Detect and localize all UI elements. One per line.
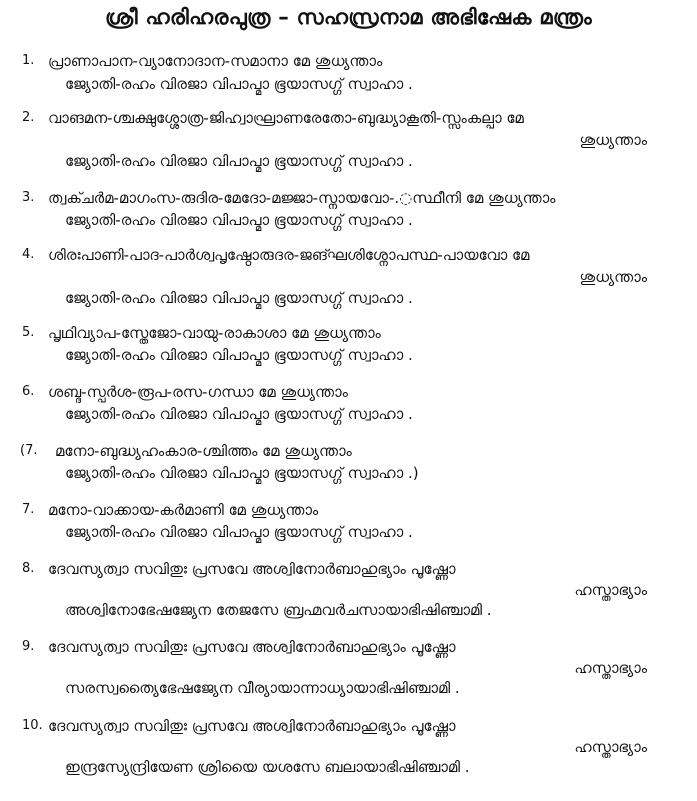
page-title: ശ്രീ ഹരിഹരപുത്ര – സഹസ്രനാമ അഭിഷേക മന്ത്രം xyxy=(104,5,592,29)
verse-number: 4. xyxy=(22,247,35,262)
verse-text: ദേവസ്യത്വാ സവിതുഃ പ്രസവേ അശ്വിനോർബാഹുഭ്യാം പൂഷ്ണോ xyxy=(48,638,456,656)
verse-refrain: ജ്യോതി-രഹം വിരജാ വിപാപ്മാ ഭൂയാസഗ്ഗ് സ്വാഹാ . xyxy=(65,405,413,423)
verse-number: 10. xyxy=(22,718,43,733)
verse-continuation: ഹസ്താഭ്യാം xyxy=(574,659,647,677)
verse-refrain: ജ്യോതി-രഹം വിരജാ വിപാപ്മാ ഭൂയാസഗ്ഗ് സ്വാഹാ . xyxy=(65,289,413,307)
verse-text: മനോ-ബുദ്ധ്യഹംകാര-ശ്ചിത്തം മേ ശുധ്യന്താം xyxy=(55,442,352,460)
verse-refrain: ഇന്ദ്രസ്യേന്ദ്രിയേണ ശ്രിയൈ യശസേ ബലായാഭിഷിഞ്ചാമി . xyxy=(65,758,470,776)
verse-number: 2. xyxy=(22,110,35,125)
verse-number: 9. xyxy=(22,639,35,654)
verse-number: 1. xyxy=(22,53,35,68)
verse-text: പ്രാണാപാന-വ്യാനോദാന-സമാനാ മേ ശുധ്യന്താം xyxy=(48,52,383,70)
verse-number: 8. xyxy=(22,561,35,576)
verse-text: ത്വക്ചർമ-മാഗംസ-രുദിര-മേദോ-മജ്ജാ-സ്നായവോ-.◌സ്ഥീനി മേ ശുധ്യന്താം xyxy=(48,189,556,207)
verse-refrain: ജ്യോതി-രഹം വിരജാ വിപാപ്മാ ഭൂയാസഗ്ഗ് സ്വാഹാ . xyxy=(65,523,413,541)
verse-refrain: അശ്വിനോഭേഷജ്യേന തേജസേ ബ്രഹ്മവർചസായാഭിഷിഞ്ചാമി . xyxy=(65,601,492,619)
verse-text: മനോ-വാക്കായ-കർമാണി മേ ശുധ്യന്താം xyxy=(48,501,319,519)
verse-refrain: ജ്യോതി-രഹം വിരജാ വിപാപ്മാ ഭൂയാസഗ്ഗ് സ്വാഹാ . xyxy=(65,75,413,93)
verse-text: വാങമന-ശ്ചക്ഷുശ്ശ്രോത്ര-ജിഹ്വാഘ്രാണരേതോ-ബുദ്ധ്യാകൂതി-സ്സംകല്പാ മേ xyxy=(48,109,524,127)
verse-number: 3. xyxy=(22,190,35,205)
verse-text: ദേവസ്യത്വാ സവിതുഃ പ്രസവേ അശ്വിനോർബാഹുഭ്യാം പൂഷ്ണോ xyxy=(48,717,456,735)
verse-refrain: സരസ്വത്യൈഭേഷജ്യേന വീര്യായാന്നാധ്യായാഭിഷിഞ്ചാമി . xyxy=(65,679,460,697)
verse-text: പൃഥിവ്യാപ-സ്തേജോ-വായു-രാകാശാ മേ ശുധ്യന്താം xyxy=(48,324,381,342)
verse-number: 7. xyxy=(22,502,35,517)
verse-number: (7. xyxy=(20,443,38,458)
verse-text: ദേവസ്യത്വാ സവിതുഃ പ്രസവേ അശ്വിനോർബാഹുഭ്യാം പൂഷ്ണോ xyxy=(48,560,456,578)
verse-text: ശബ്ദ-സ്പർശ-രൂപ-രസ-ഗന്ധാ മേ ശുധ്യന്താം xyxy=(48,383,348,401)
verse-number: 5. xyxy=(22,325,35,340)
verse-refrain: ജ്യോതി-രഹം വിരജാ വിപാപ്മാ ഭൂയാസഗ്ഗ് സ്വാഹാ . xyxy=(65,152,413,170)
verse-continuation: ഹസ്താഭ്യാം xyxy=(574,738,647,756)
verse-refrain: ജ്യോതി-രഹം വിരജാ വിപാപ്മാ ഭൂയാസഗ്ഗ് സ്വാഹാ . xyxy=(65,346,413,364)
verse-continuation: ശുധ്യന്താം xyxy=(579,131,647,149)
verse-text: ശിരഃപാണി-പാദ-പാർശ്വപൃഷ്ഠോരുദര-ജങ്ഘശിശ്നോപസ്ഥ-പായവോ മേ xyxy=(48,246,530,264)
verse-number: 6. xyxy=(22,384,35,399)
verse-refrain: ജ്യോതി-രഹം വിരജാ വിപാപ്മാ ഭൂയാസഗ്ഗ് സ്വാഹാ .) xyxy=(65,464,419,482)
verse-continuation: ഹസ്താഭ്യാം xyxy=(574,581,647,599)
verse-continuation: ശുധ്യന്താം xyxy=(579,268,647,286)
verse-refrain: ജ്യോതി-രഹം വിരജാ വിപാപ്മാ ഭൂയാസഗ്ഗ് സ്വാഹാ . xyxy=(65,211,413,229)
